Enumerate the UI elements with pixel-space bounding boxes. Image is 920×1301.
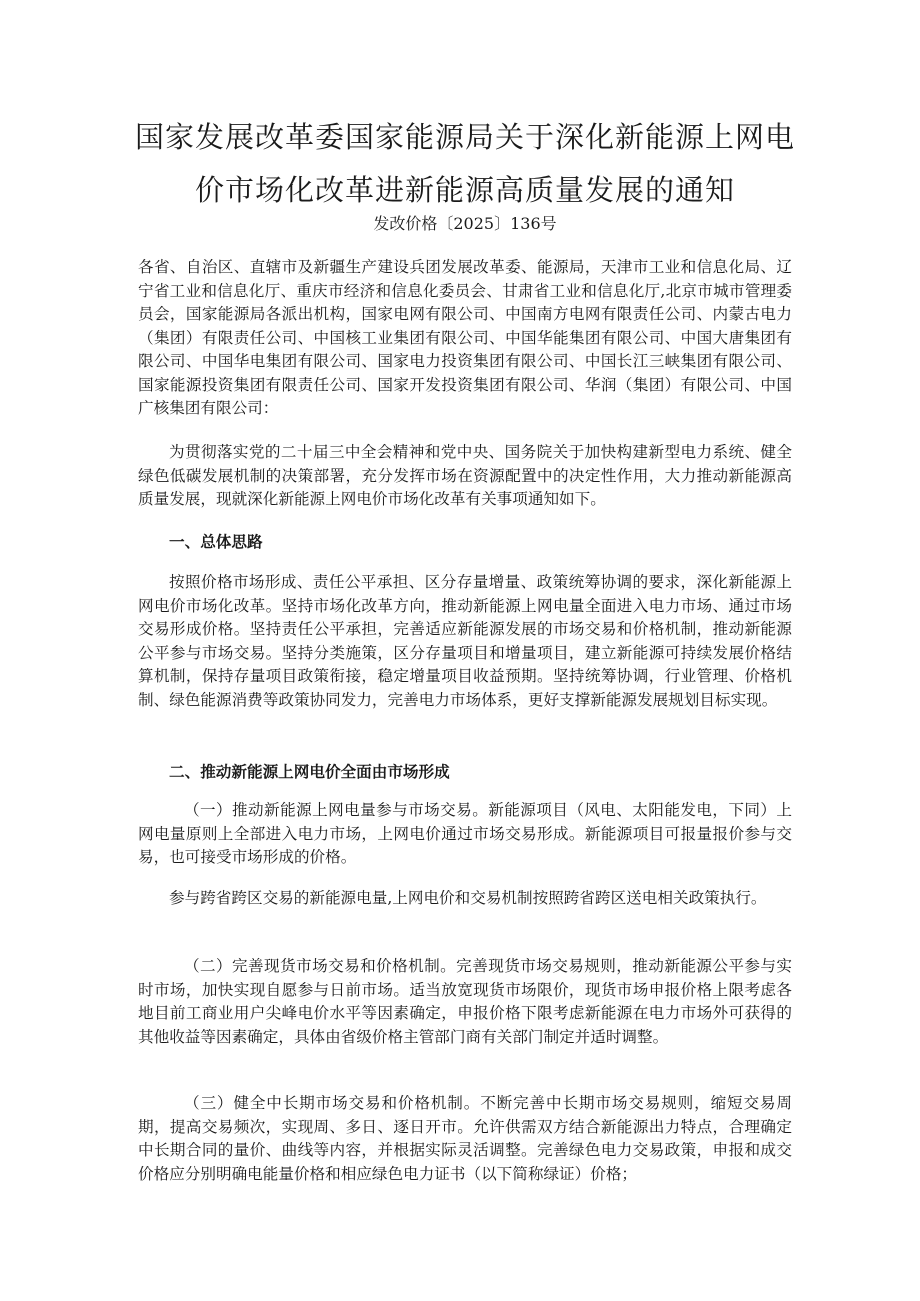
addressees-paragraph: 各省、自治区、直辖市及新疆生产建设兵团发展改革委、能源局，天津市工业和信息化局、辽宁省工业和信息化厅、重庆市经济和信息化委员会、甘肃省工业和信息化厅,北京市城市管理委员会，国家能源局各派出机构，国家电网有限公司、中国南方电网有限责任公司、内蒙古电力（集团）有限责任公司、中国核工业集团有限公司、中国华能集团有限公司、中国大唐集团有限公司、中国华电集团有限公司、国家电力投资集团有限公司、中国长江三峡集团有限公司、国家能源投资集团有限责任公司、国家开发投资集团有限公司、华润（集团）有限公司、中国广核集团有限公司： [138, 258, 792, 417]
section-1-heading: 一、总体思路 [169, 533, 263, 551]
title-line-1: 国家发展改革委国家能源局关于深化新能源上网电 [134, 120, 795, 154]
section-2-item-1: （一）推动新能源上网电量参与市场交易。新能源项目（风电、太阳能发电，下同）上网电量原则上全部进入电力市场，上网电价通过市场交易形成。新能源项目可报量报价参与交易，也可接受市场形成的价格。 [138, 801, 792, 866]
title-line-2: 价市场化改革进新能源高质量发展的通知 [194, 173, 735, 207]
section-2-paragraph-cross-region: 参与跨省跨区交易的新能源电量,上网电价和交易机制按照跨省跨区送电相关政策执行。 [169, 889, 767, 907]
section-2-item-2: （二）完善现货市场交易和价格机制。完善现货市场交易规则，推动新能源公平参与实时市场，加快实现自愿参与日前市场。适当放宽现货市场限价，现货市场申报价格上限考虑各地目前工商业用户尖峰电价水平等因素确定，申报价格下限考虑新能源在电力市场外可获得的其他收益等因素确定，具体由省级价格主管部门商有关部门制定并适时调整。 [138, 957, 792, 1046]
section-2-item-3: （三）健全中长期市场交易和价格机制。不断完善中长期市场交易规则，缩短交易周期，提高交易频次，实现周、多日、逐日开市。允许供需双方结合新能源出力特点，合理确定中长期合同的量价、曲线等内容，并根据实际灵活调整。完善绿色电力交易政策，申报和成交价格应分别明确电能量价格和相应绿色电力证书（以下简称绿证）价格； [138, 1094, 792, 1183]
document-number: 发改价格〔2025〕136号 [373, 214, 557, 233]
section-1-paragraph: 按照价格市场形成、责任公平承担、区分存量增量、政策统筹协调的要求，深化新能源上网电价市场化改革。坚持市场化改革方向，推动新能源上网电量全面进入电力市场、通过市场交易形成价格。坚持责任公平承担，完善适应新能源发展的市场交易和价格机制，推动新能源公平参与市场交易。坚持分类施策，区分存量项目和增量项目，建立新能源可持续发展价格结算机制，保持存量项目政策衔接，稳定增量项目收益预期。坚持统筹协调，行业管理、价格机制、绿色能源消费等政策协同发力，完善电力市场体系，更好支撑新能源发展规划目标实现。 [138, 573, 792, 709]
intro-paragraph: 为贯彻落实党的二十届三中全会精神和党中央、国务院关于加快构建新型电力系统、健全绿色低碳发展机制的决策部署，充分发挥市场在资源配置中的决定性作用，大力推动新能源高质量发展，现就深化新能源上网电价市场化改革有关事项通知如下。 [138, 443, 792, 508]
section-2-heading: 二、推动新能源上网电价全面由市场形成 [169, 763, 450, 781]
